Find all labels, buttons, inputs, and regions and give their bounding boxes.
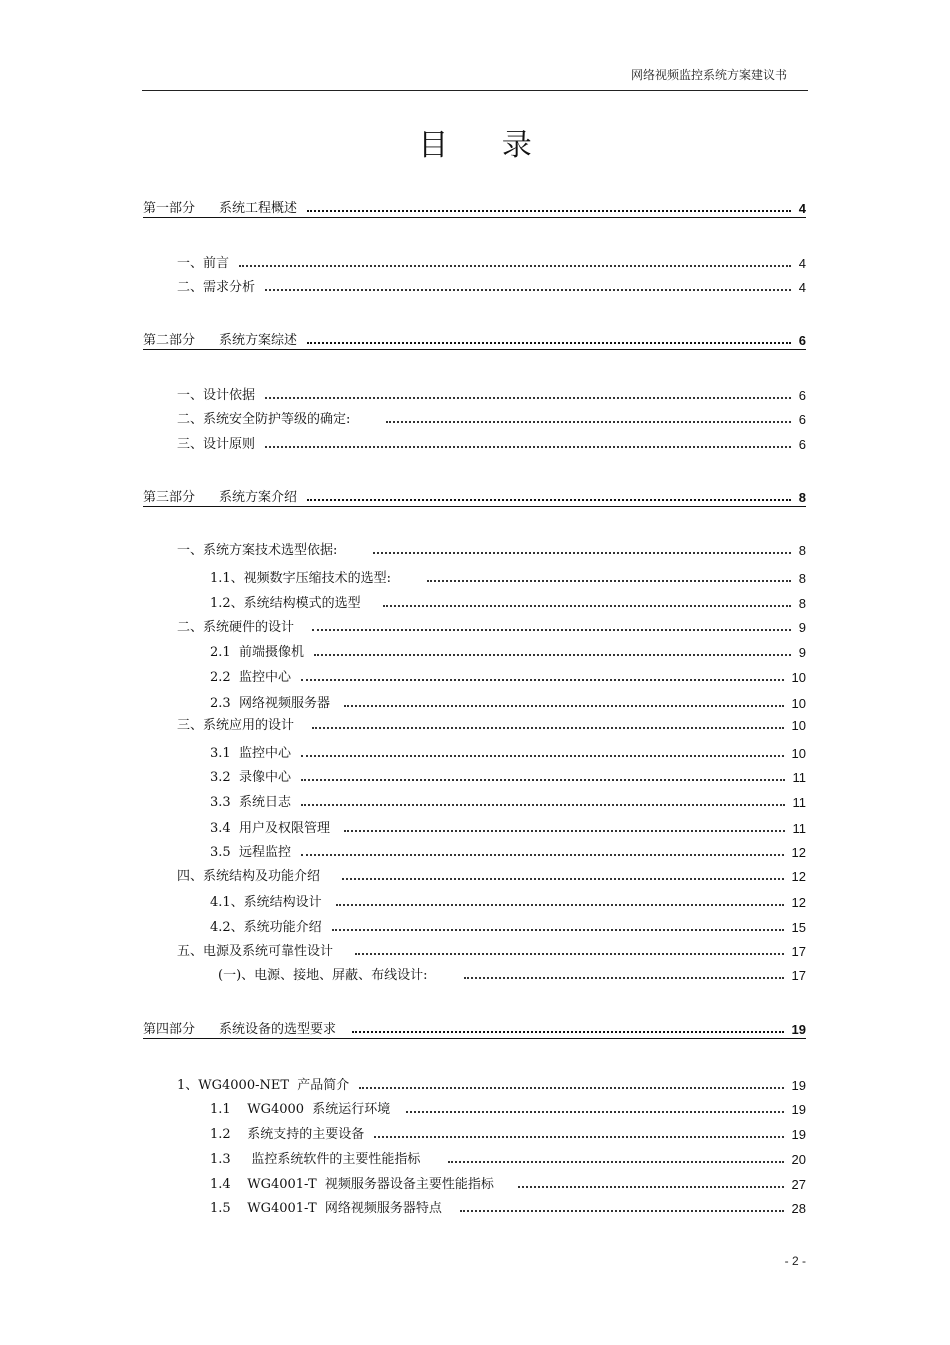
toc-entry[interactable] — [210, 693, 806, 711]
toc-page-number: 4 — [798, 280, 806, 295]
toc-entry[interactable] — [210, 1099, 806, 1117]
toc-entry-label: 一、前言 — [177, 256, 230, 271]
toc-page-number: 19 — [791, 1022, 806, 1037]
toc-page-number: 20 — [791, 1152, 806, 1167]
page-number: - 2 - — [784, 1254, 806, 1268]
toc-part-title: 系统方案介绍 — [219, 490, 298, 505]
toc-title: 目 录 — [418, 128, 554, 163]
toc-page-number: 17 — [791, 944, 806, 959]
toc-entry[interactable] — [177, 617, 806, 635]
toc-part-title: 系统设备的选型要求 — [219, 1022, 337, 1037]
toc-entry[interactable] — [177, 253, 806, 271]
toc-entry[interactable] — [210, 1174, 806, 1192]
toc-entry-label: (一)、电源、接地、屏蔽、布线设计: — [218, 968, 428, 983]
toc-entry[interactable] — [210, 792, 806, 810]
toc-entry-label: 1.2、系统结构模式的选型 — [210, 596, 361, 611]
toc-leader — [312, 723, 784, 729]
toc-page-number: 12 — [791, 895, 806, 910]
toc-page-number: 10 — [791, 718, 806, 733]
toc-page-number: 10 — [791, 696, 806, 711]
toc-page-number: 15 — [791, 920, 806, 935]
toc-part-label: 第三部分 — [143, 490, 196, 505]
toc-entry-label: 1.4 WG4001-T 视频服务器设备主要性能指标 — [210, 1177, 494, 1192]
toc-page-number: 8 — [798, 596, 806, 611]
toc-leader — [374, 1132, 783, 1138]
header-rule — [142, 90, 808, 91]
toc-page-number: 6 — [798, 333, 806, 348]
toc-entry-label: 二、需求分析 — [177, 280, 256, 295]
toc-entry[interactable] — [210, 1149, 806, 1167]
toc-page-number: 28 — [791, 1201, 806, 1216]
toc-leader — [314, 650, 791, 656]
toc-leader — [301, 675, 784, 681]
toc-part-4[interactable] — [143, 1019, 806, 1037]
toc-entry[interactable] — [210, 842, 806, 860]
toc-entry[interactable] — [210, 667, 806, 685]
toc-part-underline — [143, 349, 806, 350]
toc-leader — [307, 206, 791, 212]
toc-part-label: 第四部分 — [143, 1022, 196, 1037]
toc-leader — [307, 495, 791, 501]
toc-entry-label: 3.3 系统日志 — [210, 795, 291, 810]
toc-leader — [239, 261, 791, 267]
toc-leader — [383, 601, 791, 607]
toc-page-number: 9 — [798, 645, 806, 660]
toc-entry-label: 一、设计依据 — [177, 388, 256, 403]
toc-leader — [301, 775, 785, 781]
toc-leader — [336, 900, 784, 906]
toc-entry-label: 二、系统安全防护等级的确定: — [177, 412, 351, 427]
toc-leader — [312, 625, 791, 631]
toc-page-number: 19 — [791, 1127, 806, 1142]
toc-part-title: 系统方案综述 — [219, 333, 298, 348]
toc-page-number: 8 — [798, 571, 806, 586]
toc-entry-label: 一、系统方案技术选型依据: — [177, 543, 338, 558]
toc-leader — [460, 1206, 784, 1212]
toc-leader — [301, 800, 785, 806]
toc-page-number: 4 — [798, 256, 806, 271]
toc-entry[interactable] — [177, 409, 806, 427]
toc-page-number: 6 — [798, 437, 806, 452]
toc-page-number: 10 — [791, 746, 806, 761]
toc-entry-label: 二、系统硬件的设计 — [177, 620, 295, 635]
toc-entry[interactable] — [210, 568, 806, 586]
toc-part-underline — [143, 217, 806, 218]
toc-entry[interactable] — [210, 1198, 806, 1216]
toc-entry-label: 4.2、系统功能介绍 — [210, 920, 322, 935]
toc-leader — [352, 1027, 784, 1033]
toc-entry[interactable] — [177, 434, 806, 452]
toc-entry[interactable] — [210, 917, 806, 935]
toc-part-underline — [143, 506, 806, 507]
toc-entry[interactable] — [177, 866, 806, 884]
toc-leader — [355, 949, 784, 955]
toc-part-label: 第一部分 — [143, 201, 196, 216]
toc-leader — [464, 973, 784, 979]
toc-entry[interactable] — [177, 385, 806, 403]
toc-entry[interactable] — [177, 540, 806, 558]
toc-entry-label: 2.2 监控中心 — [210, 670, 291, 685]
toc-entry[interactable] — [210, 642, 806, 660]
toc-leader — [344, 701, 784, 707]
toc-entry-label: 1.3 监控系统软件的主要性能指标 — [210, 1152, 421, 1167]
toc-entry-label: 三、系统应用的设计 — [177, 718, 295, 733]
toc-leader — [406, 1107, 783, 1113]
toc-page-number: 6 — [798, 412, 806, 427]
toc-part-label: 第二部分 — [143, 333, 196, 348]
toc-entry-label: 四、系统结构及功能介绍 — [177, 869, 321, 884]
toc-page-number: 27 — [791, 1177, 806, 1192]
toc-page-number: 17 — [791, 968, 806, 983]
toc-leader — [265, 285, 791, 291]
toc-entry[interactable] — [210, 743, 806, 761]
toc-leader — [307, 338, 791, 344]
toc-leader — [518, 1182, 784, 1188]
toc-page-number: 9 — [798, 620, 806, 635]
toc-entry-label: 4.1、系统结构设计 — [210, 895, 322, 910]
toc-page-number: 11 — [792, 770, 806, 785]
toc-entry-label: 2.1 前端摄像机 — [210, 645, 304, 660]
toc-page-number: 19 — [791, 1102, 806, 1117]
toc-entry-label: 1.5 WG4001-T 网络视频服务器特点 — [210, 1201, 442, 1216]
toc-entry[interactable] — [210, 593, 806, 611]
toc-entry[interactable] — [218, 965, 806, 983]
toc-page-number: 11 — [792, 821, 806, 836]
toc-leader — [386, 417, 790, 423]
toc-leader — [301, 850, 784, 856]
toc-entry[interactable] — [177, 277, 806, 295]
toc-part-1[interactable] — [143, 198, 806, 216]
toc-page-number: 10 — [791, 670, 806, 685]
toc-entry-label: 1、WG4000-NET 产品简介 — [177, 1078, 350, 1093]
toc-entry-label: 2.3 网络视频服务器 — [210, 696, 330, 711]
toc-entry-label: 1.1、视频数字压缩技术的选型: — [210, 571, 392, 586]
toc-entry-label: 五、电源及系统可靠性设计 — [177, 944, 334, 959]
toc-entry-label: 3.5 远程监控 — [210, 845, 291, 860]
toc-entry[interactable] — [177, 715, 806, 733]
toc-page-number: 8 — [798, 543, 806, 558]
toc-entry-label: 3.2 录像中心 — [210, 770, 291, 785]
toc-page-number: 8 — [798, 490, 806, 505]
toc-leader — [342, 874, 784, 880]
toc-part-title: 系统工程概述 — [219, 201, 298, 216]
toc-leader — [359, 1083, 783, 1089]
toc-entry[interactable] — [210, 892, 806, 910]
toc-leader — [373, 548, 790, 554]
toc-leader — [301, 751, 784, 757]
toc-leader — [332, 925, 784, 931]
running-header: 网络视频监控系统方案建议书 — [630, 68, 787, 82]
toc-page-number: 6 — [798, 388, 806, 403]
toc-entry[interactable] — [210, 818, 806, 836]
toc-leader — [344, 826, 785, 832]
toc-leader — [448, 1157, 783, 1163]
toc-entry[interactable] — [210, 767, 806, 785]
toc-leader — [265, 393, 791, 399]
toc-leader — [265, 442, 791, 448]
toc-leader — [427, 576, 791, 582]
toc-page-number: 11 — [792, 795, 806, 810]
toc-entry-label: 3.4 用户及权限管理 — [210, 821, 330, 836]
toc-entry[interactable] — [210, 1124, 806, 1142]
toc-part-underline — [143, 1038, 806, 1039]
toc-entry-label: 三、设计原则 — [177, 437, 256, 452]
toc-part-3[interactable] — [143, 487, 806, 505]
toc-entry[interactable] — [177, 941, 806, 959]
toc-entry[interactable] — [177, 1075, 806, 1093]
toc-page-number: 12 — [791, 845, 806, 860]
toc-entry-label: 1.2 系统支持的主要设备 — [210, 1127, 365, 1142]
toc-page-number: 4 — [798, 201, 806, 216]
toc-entry-label: 3.1 监控中心 — [210, 746, 291, 761]
toc-page-number: 12 — [791, 869, 806, 884]
toc-part-2[interactable] — [143, 330, 806, 348]
toc-entry-label: 1.1 WG4000 系统运行环境 — [210, 1102, 391, 1117]
toc-page-number: 19 — [791, 1078, 806, 1093]
